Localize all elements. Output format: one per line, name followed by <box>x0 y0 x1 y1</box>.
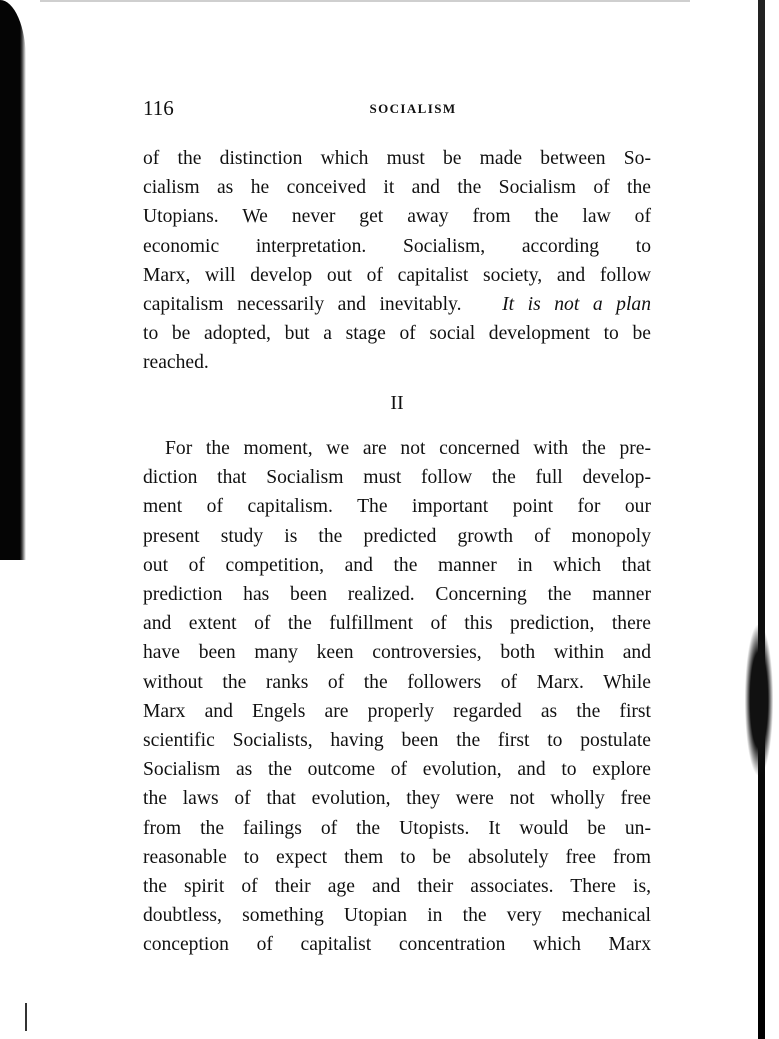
text-line: present study is the predicted growth of monopoly <box>143 525 651 547</box>
text-line: out of competition, and the manner in which that <box>143 554 651 576</box>
section-numeral: II <box>390 392 404 414</box>
text-line: Marx and Engels are properly regarded as the first <box>143 700 651 722</box>
text-line: have been many keen controversies, both within and <box>143 642 651 664</box>
paragraph-2 <box>143 434 651 960</box>
paragraph-1 <box>143 144 651 378</box>
scan-shadow-left <box>0 0 26 560</box>
text-line: economic interpretation. Socialism, according to <box>143 235 651 257</box>
text-line: to be adopted, but a stage of social development to be <box>143 323 651 345</box>
text-line: prediction has been realized. Concerning the manner <box>143 584 651 606</box>
page-number: 116 <box>143 96 174 120</box>
text-line: reached. <box>143 352 209 374</box>
running-head: SOCIALISM <box>369 101 457 116</box>
text-line: without the ranks of the followers of Marx. While <box>143 671 651 693</box>
text-line: cialism as he conceived it and the Socialism of the <box>143 177 651 199</box>
text-line: and extent of the fulfillment of this prediction, there <box>143 613 651 635</box>
text-line: the spirit of their age and their associates. There is, <box>143 876 651 898</box>
text-line-mixed <box>143 290 651 319</box>
text-line: conception of capitalist concentration which Marx <box>143 934 651 956</box>
text-line: from the failings of the Utopists. It would be un- <box>143 817 651 839</box>
text-line: Utopians. We never get away from the law of <box>143 206 651 228</box>
text-line: ment of capitalism. The important point for our <box>143 496 651 518</box>
italic-sentence: It is not a plan <box>502 294 652 316</box>
scan-blot-right <box>745 625 773 775</box>
scan-edge-top <box>40 0 690 2</box>
scan-shadow-right <box>758 0 765 1039</box>
text-line: diction that Socialism must follow the full develop- <box>143 467 651 489</box>
text-line: the laws of that evolution, they were not wholly free <box>143 788 651 810</box>
text-line: For the moment, we are not concerned with the pre- <box>165 438 651 459</box>
text-line-part: capitalism necessarily and inevitably. <box>143 294 462 316</box>
text-line: doubtless, something Utopian in the very mechanical <box>143 905 651 927</box>
text-line: scientific Socialists, having been the first to postulate <box>143 730 651 752</box>
text-line: of the distinction which must be made between So- <box>143 148 651 169</box>
page-header <box>143 96 653 124</box>
text-line: reasonable to expect them to be absolutely free from <box>143 846 651 868</box>
text-line: Socialism as the outcome of evolution, and to explore <box>143 759 651 781</box>
scan-mark-left <box>25 1003 27 1031</box>
text-line: Marx, will develop out of capitalist society, and follow <box>143 264 651 286</box>
